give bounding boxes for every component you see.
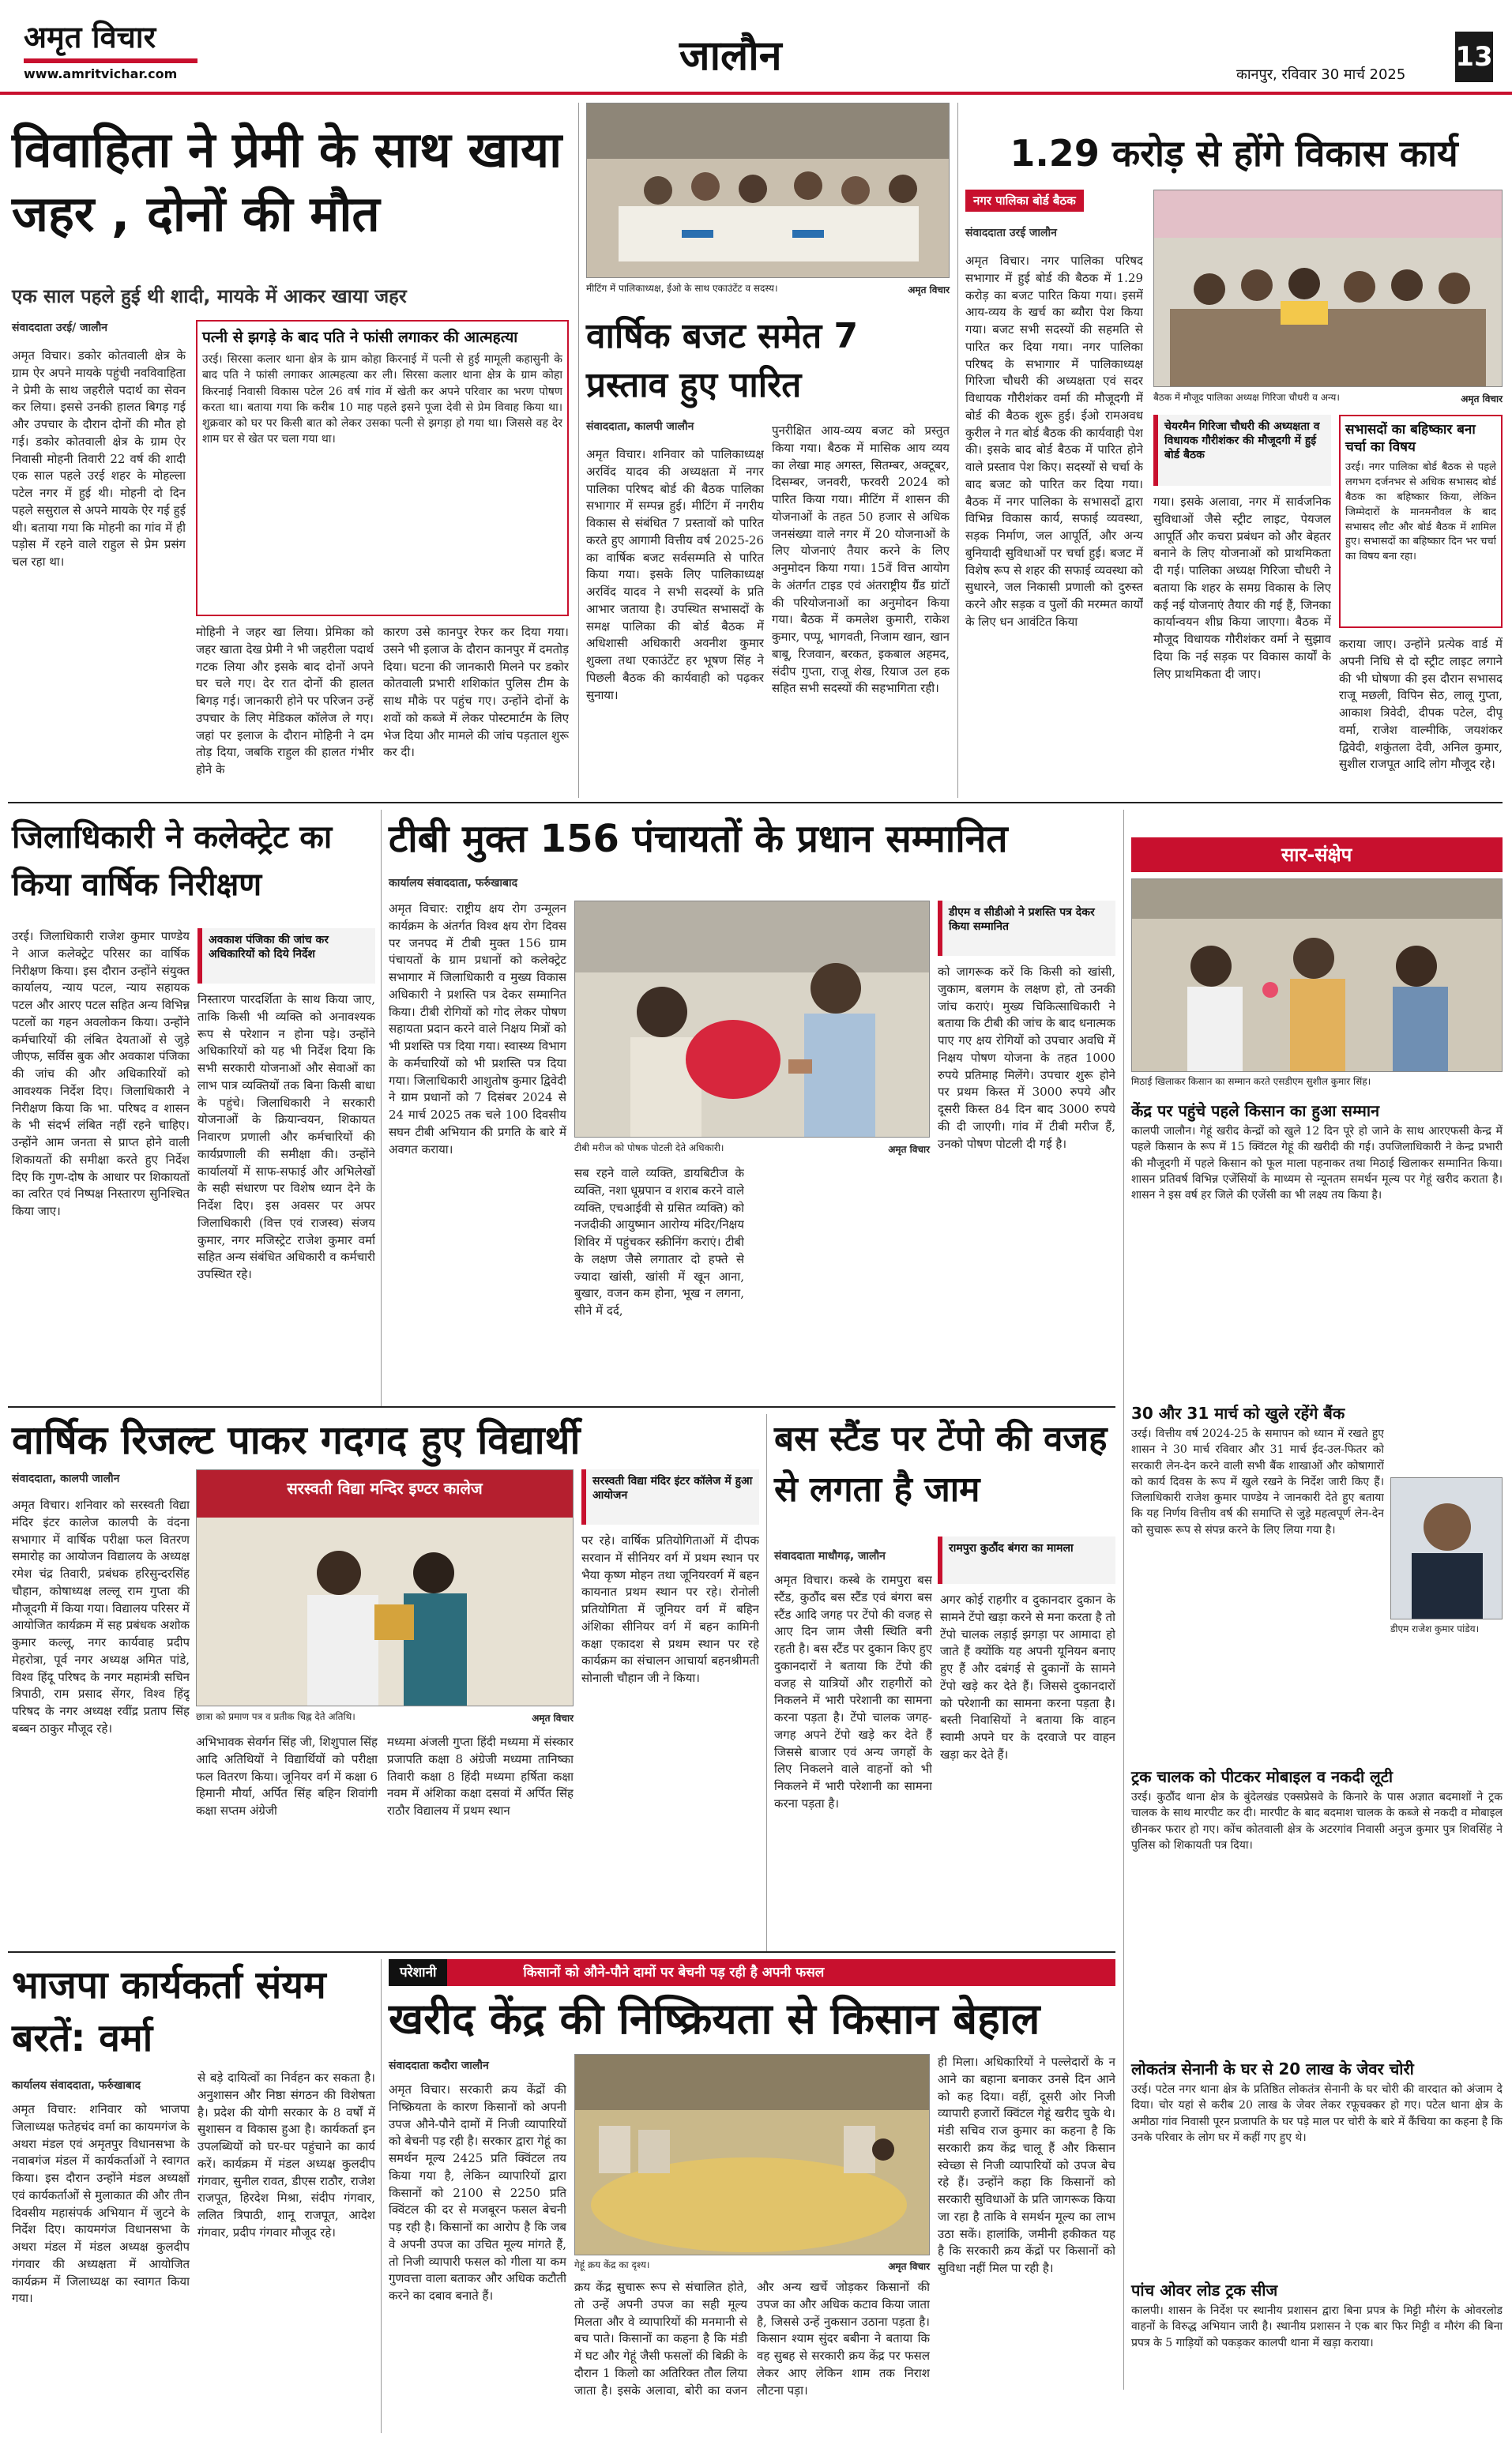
section-rule bbox=[8, 1406, 1115, 1408]
page-number-badge bbox=[1455, 32, 1493, 82]
budget-byline: संवाददाता, कालपी जालौन bbox=[586, 420, 694, 433]
tb-headline: टीबी मुक्त 156 पंचायतों के प्रधान सम्मानित bbox=[389, 817, 1008, 861]
dm-sub-box: अवकाश पंजिका की जांच कर अधिकारियों को दिये निर्देश bbox=[197, 928, 375, 984]
result-photo-caption: छात्रा को प्रमाण पत्र व प्रतीक चिह्न देते अतिथि। bbox=[196, 1711, 355, 1722]
result-byline: संवाददाता, कालपी जालौन bbox=[12, 1473, 120, 1485]
tb-photo-credit: अमृत विचार bbox=[888, 1144, 930, 1155]
dm-text: उरई। जिलाधिकारी राजेश कुमार पाण्डेय ने आज कलेक्ट्रेट परिसर का वार्षिक निरीक्षण किया। इस दौरान उन्होंने संयुक्त कार्यालय, न्याय पटल, न्याय सहायक पटल और आरए पटल सहित अन्य विभिन्न पटलों का गहन अवलोकन किया। उन्होंने कर्मचारियों की लंबित देयताओं से जुड़े जीएफ, सर्विस बुक और अवकाश पंजिका की जांच की और अधिकारियों को आवश्यक निर्देश दिए। जिलाधिकारी ने निरीक्षण किया कि भा. परिषद व शासन के भी संदर्भ लंबित नहीं रहने चाहिए। उन्होंने आम जनता से प्राप्त होने वाली शिकायतों की समीक्षा करते हुए निर्देश दिए कि गुण-दोष के आधार पर शिकायतों का त्वरित एवं निष्पक्ष निस्तारण सुनिश्चित किया जाए। bbox=[12, 929, 190, 1218]
sidebar-item4-title: लोकतंत्र सेनानी के घर से 20 लाख के जेवर चोरी bbox=[1131, 2059, 1414, 2078]
poison-box-title: पत्नी से झगड़े के बाद पति ने फांसी लगाकर की आत्महत्या bbox=[202, 329, 518, 346]
sidebar-item1-text: कालपी जालौन। गेहूं खरीद केन्द्रों को खुले 12 दिन पूरे हो जाने के साथ आरएफसी केन्द्र में पहले किसान के रूप में 15 क्विंटल गेहूं की खरीदी की गई। उपजिलाधिकारी ने केन्द्र प्रभारी की मौजूदगी में पहले किसान को फूल माला पहनाकर तथा मिठाई खिलाकर सम्मानित किया। शासन प्रतिवर्ष विभिन्न एजेंसियों के माध्यम से न्यूनतम समर्थन मूल्य पर गेहूं खरीद कराता है। शासन ने इस वर्ष हर जिले की एजेंसी का भी लक्ष्य तय किया है। bbox=[1131, 1125, 1503, 1202]
sidebar-title-text: सार-संक्षेप bbox=[1281, 844, 1352, 866]
divider bbox=[1123, 810, 1124, 2390]
crore-col3: कराया जाए। उन्होंने प्रत्येक वार्ड में अपनी निधि से दो स्ट्रीट लाइट लगाने की भी घोषणा की इस दौरान सभासद राजू मछली, विपिन सेठ, लालू गुप्ता, आकाश त्रिवेदी, दीपक पटेल, दीपू वर्मा, राजेश वाल्मीकि, जयशंकर द्विवेदी, शकुंतला देवी, अनिल कुमार, सुशील राजपूत आदि लोग मौजूद रहे। bbox=[1339, 637, 1503, 772]
sidebar-photo1-image bbox=[1132, 879, 1503, 1072]
farmer-kicker: परेशानी bbox=[389, 1959, 447, 1986]
divider bbox=[381, 1959, 382, 2433]
crore-tag: नगर पालिका बोर्ड बैठक bbox=[965, 190, 1084, 212]
dm-headline: जिलाधिकारी ने कलेक्ट्रेट का किया वार्षिक निरीक्षण bbox=[12, 819, 333, 903]
crore-col2: गया। इसके अलावा, नगर में सार्वजनिक सुविधाओं जैसे स्ट्रीट लाइट, पेयजल आपूर्ति और कचरा प्रबंधन को और बेहतर बनाने के लिए योजनाओं को प्राथमिकता दी गई। पालिका अध्यक्ष गिरिजा चौधरी ने बताया कि शहर के समग्र विकास के लिए कई नई योजनाएं तैयार की गई हैं, जिनका कार्यान्वयन शीघ्र किया जाएगा। बैठक में मौजूद विधायक गौरीशंकर वर्मा ने सुझाव दिया कि नई सड़क पर विकास कार्यों के लिए प्राथमिकता दी जाए। bbox=[1153, 495, 1331, 681]
tb-photo bbox=[574, 901, 930, 1138]
sidebar-item3-title: ट्रक चालक को पीटकर मोबाइल व नकदी लूटी bbox=[1131, 1767, 1393, 1786]
result-photo-image bbox=[197, 1470, 574, 1706]
masthead bbox=[0, 0, 1512, 95]
sidebar-photo1 bbox=[1131, 878, 1503, 1072]
result-col1: अमृत विचार। शनिवार को सरस्वती विद्या मंदिर इंटर कालेज कालपी के वंदना सभागार में वार्षिक परीक्षा फल वितरण समारोह का आयोजन विद्यालय के अध्यक्ष रमेश चंद्र तिवारी, प्रबंधक हरिसुन्दरसिंह चौहान, कोषाध्यक्ष लल्लू राम गुप्ता की मौजूदगी में किया गया। विद्यालय परिसर में आयोजित कार्यक्रम में सह प्रबंधक अशोक कुमार कल्लू, नगर कार्यवाह प्रदीप मेहरोत्रा, पूर्व नगर अध्यक्ष अमित पांडे, विश्व हिंदू परिषद के नगर महामंत्री सचिन त्रिपाठी, राम प्रसाद सेंगर, विश्व हिंदू परिषद के नगर अध्यक्ष रवींद्र प्रताप सिंह बब्बन ठाकुर मौजूद रहे। bbox=[12, 1498, 190, 1736]
sidebar-photo2-image bbox=[1391, 1478, 1503, 1619]
tb-photo-caption: टीबी मरीज को पोषक पोटली देते अधिकारी। bbox=[574, 1142, 724, 1153]
section-rule bbox=[8, 1951, 1115, 1953]
bjp-headline: भाजपा कार्यकर्ता संयम बरतें: वर्मा bbox=[12, 1963, 326, 2061]
budget-col2: पुनरीक्षित आय-व्यय बजट को प्रस्तुत किया गया। बैठक में मासिक आय व्यय का लेखा माह अगस्त, सितम्बर, अक्टूबर, दिसम्बर, जनवरी, फरवरी 2024 को पारित किया गया। मीटिंग में शासन की योजनाओं के तहत 50 हजार से अधिक जनसंख्या वाले नगर में 20 योजनाओं के लिए योजनाएं तैयार करने के लिए अनुमोदन किया गया। 15वें वित्त आयोग के अंतर्गत टाइड एवं अंतराष्ट्रीय ग्रैंड ग्रांटों की परियोजनाओं का अनुमोदन किया गया। बैठक में कमलेश कुमारी, राकेश कुमार, पप्पू, भागवती, निजाम खान, खान बाबू, रिजवान, बरकत, इकबाल अहमद, संदीप गुप्ता, राजू शेख, रियाज उल हक सहित सभी सदस्यों की सहभागिता रही। bbox=[772, 423, 950, 696]
meeting-photo-caption: मीटिंग में पालिकाध्यक्ष, ईओ के साथ एकाउंटेंट व सदस्य। bbox=[586, 283, 778, 294]
sidebar-item4-text: उरई। पटेल नगर थाना क्षेत्र के प्रतिष्ठित लोकतंत्र सेनानी के घर चोरी की वारदात को अंजाम दे दिया। चोर यहां से करीब 20 लाख के जेवर लेकर रफूचक्कर हो गए। पटेल थाना क्षेत्र के अमीठा गांव निवासी पूरन प्रजापति के घर पड़े माल पर चोरी के बारे में कैंचिया का कहना है कि उनके परिवार के लोग घर में कहीं गए हुए थे। bbox=[1131, 2083, 1503, 2144]
bus-col1: अमृत विचार। कस्बे के रामपुरा बस स्टैंड, कुठौंद बस स्टैंड एवं बंगरा बस स्टैंड आदि जगह पर टेंपो की वजह से आए दिन जाम जैसी स्थिति बनी रहती है। बस स्टैंड पर दुकान किए हुए दुकानदारों ने बताया कि टेंपो की वजह से यात्रियों और राहगीरों को निकलने में भारी परेशानी का सामना करना पड़ता है। टेंपो चालक जगह-जगह अपने टेंपो खड़े कर देते हैं जिससे बाजार एवं अन्य जगहों के लिए निकलने वाले वाहनों को भी निकलने में भारी परेशानी का सामना करना पड़ता है। bbox=[774, 1573, 932, 1811]
farmer-headline: खरीद केंद्र की निष्क्रियता से किसान बेहाल bbox=[389, 1994, 1040, 2044]
poison-headline: विवाहिता ने प्रेमी के साथ खाया जहर , दोनों की मौत bbox=[12, 121, 562, 243]
sidebar-photo2 bbox=[1390, 1477, 1503, 1619]
sidebar-photo1-caption: मिठाई खिलाकर किसान का सम्मान करते एसडीएम सुशील कुमार सिंह। bbox=[1131, 1076, 1371, 1087]
dm-col2: निस्तारण पारदर्शिता के साथ किया जाए, ताकि किसी भी व्यक्ति को अनावश्यक रूप से परेशान न होना पड़े। उन्होंने अधिकारियों को यह भी निर्देश दिया कि सभी सरकारी योजनाओं और सेवाओं का लाभ पात्र व्यक्तियों तक बिना किसी बाधा के पहुंचे। जिलाधिकारी ने सरकारी योजनाओं के क्रियान्वयन, शिकायत निवारण प्रणाली और कर्मचारियों की कार्यप्रणाली की समीक्षा की। उन्होंने कार्यालयों में साफ-सफाई और अभिलेखों के सही संधारण पर विशेष ध्यान देने के निर्देश दिए। इस अवसर पर अपर जिलाधिकारी (वित्त एवं राजस्व) संजय कुमार, नगर मजिस्ट्रेट राजेश कुमार वर्मा सहित अन्य संबंधित अधिकारी व कर्मचारी उपस्थित रहे। bbox=[197, 992, 375, 1281]
bjp-col1: अमृत विचार: शनिवार को भाजपा जिलाध्यक्ष फतेहचंद वर्मा का कायमगंज के अथरा मंडल एवं अमृतपुर विधानसभा के नवाबगंज मंडल में कार्यकर्ताओं ने स्वागत किया। इस दौरान उन्होंने मंडल अध्यक्षों एवं कार्यकर्ताओं से मुलाकात की और तीन दिवसीय महासंपर्क अभियान में जुटने के निर्देश दिए। कायमगंज विधानसभा के अथरा मंडल में मंडल अध्यक्ष कुलदीप गंगवार की अध्यक्षता में आयोजित कार्यक्रम में जिलाध्यक्ष का स्वागत किया गया। bbox=[12, 2102, 190, 2306]
sidebar-title bbox=[1131, 837, 1503, 872]
sidebar-item2-text: उरई। वित्तीय वर्ष 2024-25 के समापन को ध्यान में रखते हुए शासन ने 30 मार्च रविवार और 31 मार्च ईद-उल-फितर को सरकारी लेन-देन करने वाली सभी बैंक शाखाओं और कोषागारों को कार्य दिवस के रूप में खुले रखने के निर्देश जारी किए हैं। जिलाधिकारी राजेश कुमार पाण्डेय ने जानकारी देते हुए बताया कि यह निर्णय वित्तीय वर्ष की समाप्ति से जुड़े महत्वपूर्ण लेन-देन को सुचारू रूप से संपन्न करने के लिए लिया गया है। bbox=[1131, 1428, 1384, 1537]
result-col3: मध्यमा अंजली गुप्ता हिंदी मध्यमा में संस्कार प्रजापति कक्षा 8 अंग्रेजी मध्यमा तानिष्का तिवारी कक्षा 8 हिंदी मध्यमा हर्षिता कक्षा नवम में अंशिका कक्षा दसवां में अर्पित सिंह राठौर विद्यालय में प्रथम स्थान bbox=[387, 1735, 574, 1818]
crore-sub-box: चेयरमैन गिरिजा चौधरी की अध्यक्षता व विधायक गौरीशंकर की मौजूदगी में हुई बोर्ड बैठक bbox=[1153, 415, 1331, 486]
crore-box-text: उरई। नगर पालिका बोर्ड बैठक से पहले लगभग दर्जनभर से अधिक सभासद बोर्ड बैठक का बहिष्कार किया, लेकिन जिम्मेदारों के मानमनौवल के बाद सभासद लौट और बोर्ड बैठक में शामिल हुए। सभासदों का बहिष्कार दिन भर चर्चा का विषय बना रहा। bbox=[1345, 461, 1496, 563]
tb-col2: सब रहने वाले व्यक्ति, डायबिटीज के व्यक्ति, नशा धूम्रपान व शराब करने वाले व्यक्ति, एचआईवी से ग्रसित व्यक्ति) को नजदीकी आयुष्मान आरोग्य मंदिर/निक्षय शिविर में पहुंचकर स्क्रीनिंग कराएं। टीबी के लक्षण जैसे लगातार दो हफ्ते से ज्यादा खांसी, खांसी में खून आना, बुखार, वजन कम होना, भूख न लगना, सीने में दर्द, bbox=[574, 1166, 744, 1318]
tb-col1: अमृत विचार: राष्ट्रीय क्षय रोग उन्मूलन कार्यक्रम के अंतर्गत विश्व क्षय रोग दिवस पर जनपद में टीबी मुक्त 156 ग्राम पंचायतों के ग्राम प्रधानों को कलेक्ट्रेट सभागार में जिलाधिकारी व मुख्य विकास अधिकारी ने प्रशस्ति पत्र देकर सम्मानित किया। टीबी रोगियों को गोद लेकर पोषण सहायता प्रदान करने वाले निक्षय मित्रों को भी प्रशस्ति पत्र दिया गया। स्वास्थ्य विभाग के कर्मचारियों को भी प्रशस्ति पत्र दिया गया। जिलाधिकारी आशुतोष कुमार द्विवेदी ने ग्राम प्रधानों को 7 दिसंबर 2024 से 24 मार्च 2025 तक चले 100 दिवसीय सघन टीबी अभियान की प्रगति के बारे में अवगत कराया। bbox=[389, 901, 566, 1157]
crore-photo-credit: अमृत विचार bbox=[1461, 393, 1503, 404]
bus-col2: अगर कोई राहगीर व दुकानदार दुकान के सामने टेंपो खड़ा करने से मना करता है तो टेंपो चालक लड़ाई झगड़ा पर आमादा हो जाते हैं क्योंकि यह अपनी यूनियन बनाए हुए हैं और दबंगई से दुकानों के सामने टेंपो खड़े कर देते हैं। जिससे दुकानदारों को परेशानी का सामना करना पड़ता है। बस्ती निवासियों ने बताया कि वाहन स्वामी अपने घर के दरवाजे पर वाहन खड़ा कर देते हैं। bbox=[940, 1593, 1115, 1762]
farmer-byline: संवाददाता कदौरा जालौन bbox=[389, 2059, 489, 2072]
result-photo-banner: सरस्वती विद्या मन्दिर इण्टर कालेज bbox=[287, 1479, 483, 1498]
sidebar-photo2-caption: डीएम राजेश कुमार पांडेय। bbox=[1390, 1623, 1480, 1634]
bus-tag: रामपुरा कुठौंद बंगरा का मामला bbox=[938, 1537, 1115, 1584]
crore-byline: संवाददाता उरई जालौन bbox=[965, 227, 1057, 239]
result-tag: सरस्वती विद्या मंदिर इंटर कॉलेज में हुआ आयोजन bbox=[581, 1469, 759, 1525]
brand-name: अमृत विचार bbox=[24, 20, 156, 55]
tb-tag: डीएम व सीडीओ ने प्रशस्ति पत्र देकर किया सम्मानित bbox=[938, 901, 1115, 956]
brand-logo bbox=[24, 20, 197, 81]
tb-byline: कार्यालय संवाददाता, फर्रुखाबाद bbox=[389, 877, 518, 890]
farmer-photo-image bbox=[575, 2055, 930, 2255]
bjp-col2: से बड़े दायित्वों का निर्वहन कर सकता है। अनुशासन और निष्ठा संगठन की विशेषता है। प्रदेश की योगी सरकार के 8 वर्षों में सुशासन व विकास हुआ है। कार्यकर्ता इन उपलब्धियों को घर-घर पहुंचाने का कार्य करें। कार्यक्रम में मंडल अध्यक्ष कुलदीप गंगवार, सुनील रावत, डीएस राठौर, राजेश राजपूत, हिरदेश मिश्रा, संदीप गंगवार, ललित त्रिपाठी, शानू राजपूत, आदेश गंगवार, प्रदीप गंगवार मौजूद रहे। bbox=[197, 2071, 375, 2240]
page-number: 13 bbox=[1455, 41, 1493, 73]
tb-col3: को जागरूक करें कि किसी को खांसी, जुकाम, बलगम के लक्षण हो, तो उनकी जांच कराएं। मुख्य चिकित्साधिकारी ने बताया कि टीबी की जांच के बाद धनात्मक पाए गए क्षय रोगियों को उपचार अवधि में निक्षय पोषण योजना के तहत 1000 रुपये प्रतिमाह मिलेंगे। उपचार शुरू होने पर प्रथम किस्त में 3000 रुपये और दूसरी किस्त 84 दिन बाद 3000 रुपये की दी जाएगी। गांव में टीबी मरीज हैं, उनको पोषण पोटली दी गई है। bbox=[938, 965, 1115, 1151]
crore-box-title: सभासदों का बहिष्कार बना चर्चा का विषय bbox=[1345, 422, 1476, 456]
meeting-photo-image bbox=[587, 103, 950, 278]
result-photo bbox=[196, 1469, 574, 1706]
result-headline: वार्षिक रिजल्ट पाकर गदगद हुए विद्यार्थी bbox=[12, 1417, 581, 1463]
divider bbox=[578, 103, 579, 798]
crore-photo-caption: बैठक में मौजूद पालिका अध्यक्ष गिरिजा चौधरी व अन्य। bbox=[1153, 392, 1340, 403]
sidebar-item2-title: 30 और 31 मार्च को खुले रहेंगे बैंक bbox=[1131, 1404, 1345, 1423]
bjp-byline: कार्यालय संवाददाता, फर्रुखाबाद bbox=[12, 2079, 141, 2092]
masthead-rule bbox=[0, 92, 1512, 95]
result-photo-credit: अमृत विचार bbox=[532, 1713, 574, 1724]
bus-byline: संवाददाता माधौगढ़, जालौन bbox=[774, 1550, 886, 1563]
crore-side-box bbox=[1339, 415, 1503, 628]
divider bbox=[957, 103, 958, 798]
crore-headline: 1.29 करोड़ से होंगे विकास कार्य bbox=[1010, 132, 1458, 175]
budget-headline: वार्षिक बजट समेत 7 प्रस्ताव हुए पारित bbox=[586, 316, 859, 405]
farmer-col3: ही मिला। अधिकारियों ने पल्लेदारों के न आने का बहाना बनाकर उनसे दिन आने को कह दिया। वहीं, दूसरी ओर निजी व्यापारी हजारों क्विंटल गेहूं खरीद चुके थे। मंडी सचिव राज कुमार का कहना है कि सरकारी क्रय केंद्र चालू हैं और किसान स्वेच्छा से निजी व्यापारियों को उपज बेच रहे हैं। उन्होंने कहा कि किसानों को सरकारी सुविधाओं के प्रति जागरूक किया जा रहा है ताकि वे समर्थन मूल्य का लाभ उठा सकें। हालांकि, जमीनी हकीकत यह है कि सरकारी क्रय केंद्रों पर किसानों को सुविधा नहीं मिल पा रही है। bbox=[938, 2055, 1115, 2275]
meeting-photo bbox=[586, 103, 950, 278]
poison-col3: कारण उसे कानपुर रेफर कर दिया गया। उसने भी इलाज के दौरान कानपुर में दमतोड़ दिया। घटना की जानकारी मिलने पर डकोर कोतवाली प्रभारी शशिकांत पुलिस टीम के साथ मौके पर पहुंच गए। उन्होंने दोनों के शवों को कब्जे में लेकर पोस्टमार्टम के लिए भेज दिया और मामले की जांच पड़ताल शुरू कर दी। bbox=[383, 625, 569, 760]
sidebar-item3-text: उरई। कुठौंद थाना क्षेत्र के बुंदेलखंड एक्सप्रेसवे के किनारे के पास अज्ञात बदमाशों ने ट्रक चालक के साथ मारपीट कर दी। मारपीट के बाद बदमाश चालक के कब्जे से नकदी व मोबाइल छीनकर फरार हो गए। कोंच कोतवाली क्षेत्र के अटरगांव निवासी अनुज कुमार पुत्र शिवसिंह ने पुलिस को शिकायती पत्र दिया। bbox=[1131, 1791, 1503, 1852]
poison-box-text: उरई। सिरसा कलार थाना क्षेत्र के ग्राम कोहा किरनाई में पत्नी से हुई मामूली कहासुनी के बाद पति ने फांसी लगाकर आत्महत्या कर ली। सिरसा कलार थाना क्षेत्र के ग्राम कोहा किरनाई निवासी विकास पटेल 26 वर्ष गांव में खेती कर अपने परिवार का भरण पोषण करता था। बताया गया कि करीब 10 माह पहले इसने पूजा देवी से प्रेम विवाह किया था। शुक्रवार को घर पर किसी बात को लेकर उसका पत्नी से झगड़ा हो गया था। जिससे वह देर शाम घर से खेत पर चला गया था। bbox=[202, 353, 562, 446]
section-rule bbox=[8, 802, 1503, 803]
crore-text: अमृत विचार। नगर पालिका परिषद सभागार में हुई बोर्ड की बैठक में 1.29 करोड़ का बजट पारित किया गया। इसमें आय-व्यय के खर्च का ब्यौरा पेश किया गया। बजट सभी सदस्यों की सहमति से पारित कर दिया गया। नगर पालिका परिषद के सभागार में पालिकाध्यक्ष गिरिजा चौधरी की अध्यक्षता एवं सदर विधायक गौरीशंकर वर्मा की मौजूदगी में बोर्ड की बैठक शुरू हुई। ईओ रामअवध कुरील ने गत बोर्ड बैठक की कार्यवाही पेश की। इसके बाद बोर्ड बैठक में पारित होने वाले प्रस्ताव पेश किए। सदस्यों से चर्चा के बाद बजट को पारित कर दिया गया। बैठक में नगर पालिका के सभासदों द्वारा विभिन्न विकास कार्य, सफाई व्यवस्था, सड़क निर्माण, जल आपूर्ति, और अन्य बुनियादी सुविधाओं पर चर्चा हुई। बजट में विशेष रूप से शहर की सफाई व्यवस्था को सुधारने, जल निकासी प्रणाली को दुरुस्त करने और सड़क व पुलों की मरम्मत कार्यों के लिए धन आवंटित किया bbox=[965, 254, 1143, 629]
crore-photo bbox=[1153, 190, 1503, 387]
meeting-photo-credit: अमृत विचार bbox=[908, 284, 950, 295]
sidebar-item5-text: कालपी। शासन के निर्देश पर स्थानीय प्रशासन द्वारा बिना प्रपत्र के मिट्टी मौरंग के ओवरलोड वाहनों के विरुद्ध अभियान जारी है। स्थानीय प्रशासन ने एक बार फिर मिट्टी व मौरंग की बिना प्रपत्र के 5 गाड़ियों को पकड़कर कालपी थाना में खड़ा कराया। bbox=[1131, 2304, 1503, 2349]
farmer-photo-caption: गेहूं क्रय केंद्र का दृश्य। bbox=[574, 2259, 650, 2270]
result-col4: पर रहे। वार्षिक प्रतियोगिताओं में दीपक सरवान में सीनियर वर्ग में प्रथम स्थान पर भैया कृष्ण मोहन तथा जूनियरवर्ग में बहन कायनात प्रथम स्थान पर रहे। रोनोली प्रतियोगिता में जूनियर वर्ग में बहिन अंशिका सीनियर वर्ग में बहन कामिनी कक्षा एकादश से प्रथम स्थान पर रहे कार्यक्रम का संचालन आचार्या बहनश्रीमती सोनाली चौहान जी ने किया। bbox=[581, 1533, 759, 1685]
dateline: कानपुर, रविवार 30 मार्च 2025 bbox=[1236, 66, 1406, 83]
poison-side-box bbox=[196, 320, 569, 616]
crore-photo-image bbox=[1154, 190, 1503, 387]
divider bbox=[381, 810, 382, 1406]
poison-byline: संवाददाता उरई/ जालौन bbox=[12, 322, 108, 334]
result-col2: अभिभावक सेवर्गन सिंह जी, शिशुपाल सिंह आदि अतिथियों ने विद्यार्थियों को परीक्षा फल वितरण किया। जूनियर वर्ग में कक्षा 6 हिमानी मौर्या, अर्पित सिंह बहिन शिवांगी कक्षा सप्तम अंग्रेजी bbox=[196, 1735, 378, 1818]
sidebar-item5-title: पांच ओवर लोड ट्रक सीज bbox=[1131, 2281, 1278, 2300]
sidebar-item1-title: केंद्र पर पहुंचे पहले किसान का हुआ सम्मान bbox=[1131, 1101, 1380, 1120]
tb-photo-image bbox=[575, 901, 930, 1138]
farmer-kicker-text: किसानों को औने-पौने दामों पर बेचनी पड़ रही है अपनी फसल bbox=[523, 1965, 825, 1980]
poison-col1: अमृत विचार। डकोर कोतवाली क्षेत्र के ग्राम ऐर अपने मायके पहुंची नवविवाहिता ने प्रेमी के साथ जहरीले पदार्थ का सेवन कर लिया। इससे उनकी हालत बिगड़ गई और उपचार के दौरान दोनों की मौत हो गई। डकोर कोतवाली क्षेत्र के ग्राम ऐर निवासी मोहनी तिवारी 22 वर्ष की शादी एक साल पहले उरई शहर के मोहल्ला पटेल नगर में हुई थी। मोहनी दो दिन पहले ससुराल से अपने मायके ऐर गई हुई थी। बताया गया कि मोहनी का गांव में ही पड़ोस में रहने वाले राहुल से प्रेम प्रसंग चल रहा था। bbox=[12, 348, 186, 569]
website-url: www.amritvichar.com bbox=[24, 66, 178, 81]
budget-col1: अमृत विचार। शनिवार को पालिकाध्यक्ष अरविंद यादव की अध्यक्षता में नगर पालिका परिषद बोर्ड की बैठक पालिका सभागार में सम्पन्न हुई। मीटिंग में नगरीय विकास से संबंधित 7 प्रस्तावों को पारित करते हुए आगामी वित्तीय वर्ष 2025-26 का वार्षिक बजट सर्वसम्मति से पारित किया गया। इसके लिए पालिकाध्यक्ष अरविंद यादव ने सभी सदस्यों के प्रति आभार जताया है। उपस्थित सभासदों के समक्ष पालिका की बोर्ड बैठक में अधिशासी अधिकारी अवनीश कुमार शुक्ला तथा एकाउंटेंट हर भूषण सिंह ने पिछली बैठक की कार्यवाही को पढ़कर सुनाया। bbox=[586, 447, 764, 702]
poison-col2: मोहिनी ने जहर खा लिया। प्रेमिका को जहर खाता देख प्रेमी ने भी जहरीला पदार्थ गटक लिया और इसके बाद दोनों अपने घर चले गए। देर रात दोनों की हालत बिगड़ गई। जानकारी होने पर परिजन उन्हें उपचार के लिए मेडिकल कॉलेज ले गए। जहां पर इलाज के दौरान मोहिनी ने दम तोड़ दिया, जबकि राहुल की हालत गंभीर होने के bbox=[196, 625, 374, 777]
bus-headline: बस स्टैंड पर टेंपो की वजह से लगता है जाम bbox=[774, 1419, 1108, 1510]
farmer-kicker-bar bbox=[389, 1959, 1115, 1986]
divider bbox=[766, 1414, 767, 1951]
section-title: जालौन bbox=[679, 32, 782, 80]
farmer-photo-credit: अमृत विचार bbox=[888, 2261, 930, 2272]
farmer-col1: अमृत विचार। सरकारी क्रय केंद्रों की निष्क्रियता के कारण किसानों को अपनी उपज औने-पौने दामों में निजी व्यापारियों को बेचनी पड़ रही है। सरकार द्वारा गेहूं का समर्थन मूल्य 2425 प्रति क्विंटल तय किया गया है, लेकिन व्यापारियों द्वारा किसानों को 2100 से 2250 प्रति क्विंटल की दर से मजबूरन फसल बेचनी पड़ रही है। किसानों का आरोप है कि जब वे अपनी उपज का उचित मूल्य मांगते हैं, तो निजी व्यापारी फसल को गीला या कम गुणवत्ता वाला बताकर और अधिक कटौती करने का दबाव बनाते हैं। bbox=[389, 2082, 566, 2303]
farmer-col2: क्रय केंद्र सुचारू रूप से संचालित होते, तो उन्हें अपनी उपज का सही मूल्य मिलता और वे व्यापारियों की मनमानी से बच पाते। किसानों का कहना है कि मंडी में घट और गेहूं जैसी फसलों की बिक्री के दौरान 1 किलो का अतिरिक्त तौल लिया जाता है। इसके अलावा, बोरी का वजन और अन्य खर्चे जोड़कर किसानों की उपज का और अधिक कटाव किया जाता है, जिससे उन्हें नुकसान उठाना पड़ता है। किसान श्याम सुंदर बबीना ने बताया कि वह सुबह से सरकारी क्रय केंद्र पर फसल लेकर आए लेकिन शाम तक निराश लौटना पड़ा। bbox=[574, 2280, 930, 2398]
poison-subhead: एक साल पहले हुई थी शादी, मायके में आकर खाया जहर bbox=[12, 285, 407, 307]
brand-underline bbox=[24, 58, 197, 63]
farmer-photo bbox=[574, 2054, 930, 2255]
